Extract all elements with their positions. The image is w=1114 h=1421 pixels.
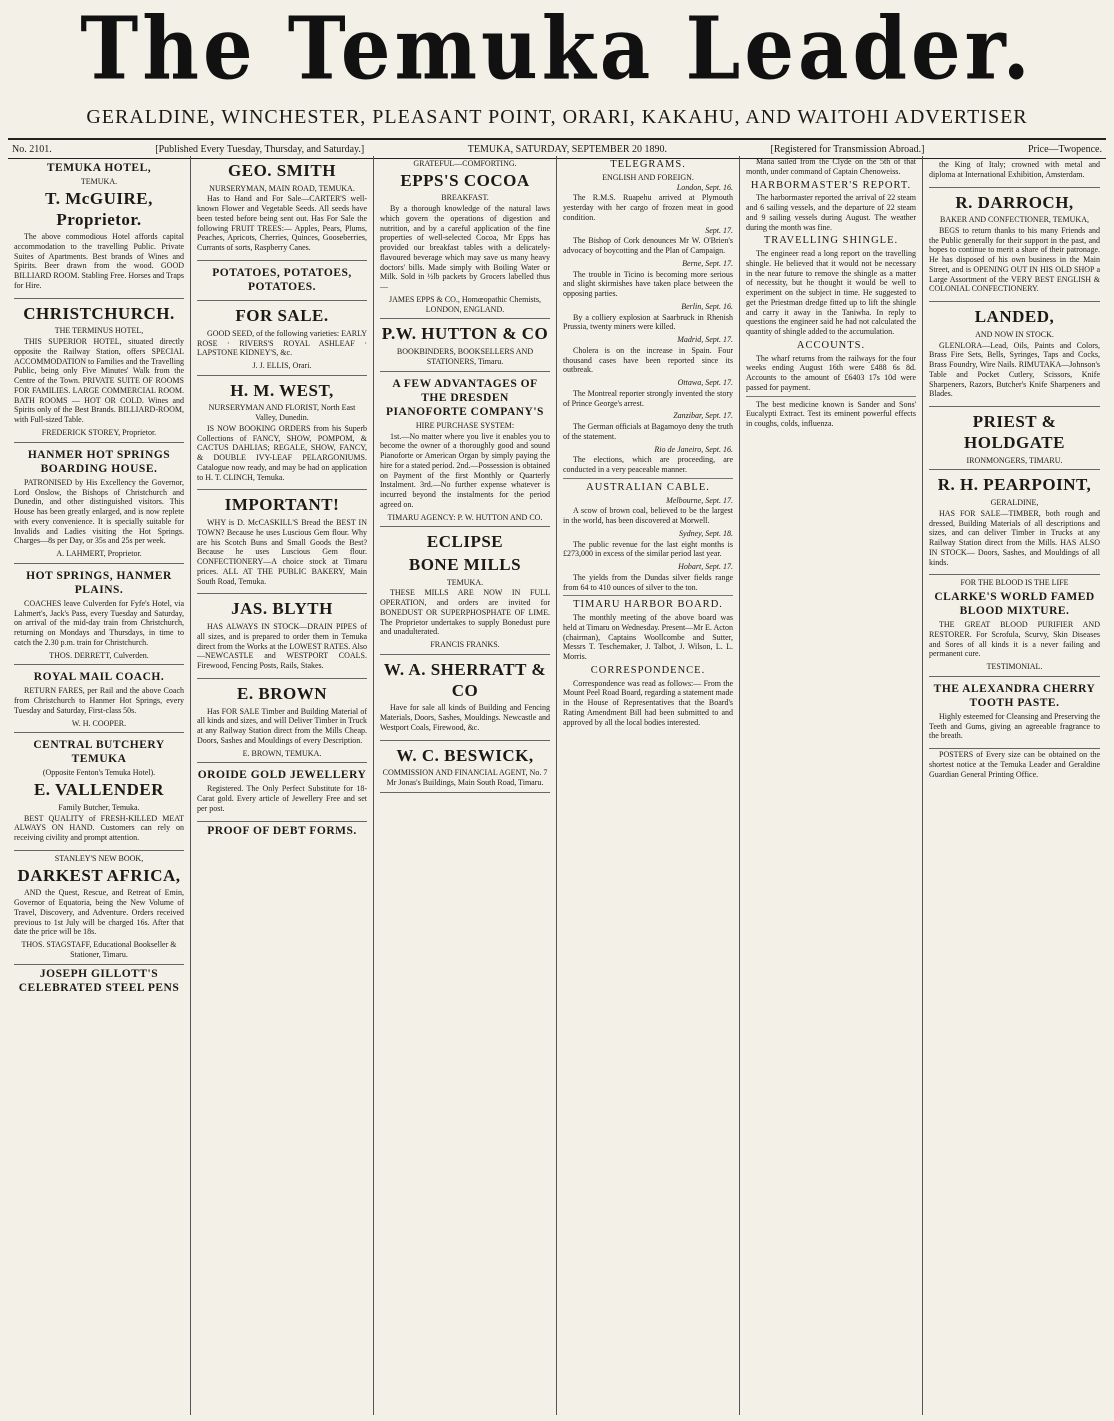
ad-subheading: BOOKBINDERS, BOOKSELLERS AND STATIONERS, Timaru. xyxy=(396,347,534,366)
section-heading: HARBORMASTER'S REPORT. xyxy=(750,179,912,191)
ad-heading: IMPORTANT! xyxy=(224,495,340,515)
section-heading: TELEGRAMS. xyxy=(610,159,686,170)
ad-posters: POSTERS of Every size can be obtained on the shortest notice at the Temuka Leader and Geraldine Guardian General Printing Office. xyxy=(929,750,1100,779)
ad-owner: THOS. DERRETT, Culverden. xyxy=(49,650,149,660)
column-4 xyxy=(557,156,740,1415)
ad-owner: J. J. ELLIS, Orari. xyxy=(252,361,312,370)
divider xyxy=(563,595,733,596)
ad-subheading: TEMUKA. xyxy=(80,177,118,187)
ad-heading: ECLIPSE xyxy=(426,532,504,552)
telegram-item xyxy=(563,259,733,299)
ad-heading: H. M. WEST, xyxy=(230,380,334,400)
ad-subheading: GERALDINE, xyxy=(990,498,1039,508)
telegram-date: Zanzibar, Sept. 17. xyxy=(673,411,733,421)
ad-e-brown xyxy=(197,679,367,763)
ad-heading: CENTRAL BUTCHERY TEMUKA xyxy=(33,739,165,766)
ad-dresden-piano xyxy=(380,372,550,528)
article-text: The engineer read a long report on the travelling shingle. He believed that it would not be necessary in the near future to remove the shingle as a matter of necessity, but he thought it would be well to experiment on the subject in time. He suggested to get the Priestman dredge fitted up to lift the shingle and carry it away in the Taniwha. In reply to questions the engineer said he had not calculated the quantity of shingle added to the accumulation. xyxy=(746,249,916,337)
ad-landed xyxy=(929,302,1100,407)
ad-subheading: COMMISSION AND FINANCIAL AGENT, No. 7 Mr Jonas's Buildings, Main South Road, Timaru. xyxy=(382,768,548,788)
telegram-text: The Montreal reporter strongly invented the story of Prince George's arrest. xyxy=(563,388,733,408)
telegram-date: Ottawa, Sept. 17. xyxy=(677,378,733,388)
section-heading: AUSTRALIAN CABLE. xyxy=(586,481,710,493)
ad-owner: JAMES EPPS & CO., Homœopathic Chemists, LONDON, ENGLAND. xyxy=(388,294,541,314)
section-subheading: ENGLISH AND FOREIGN. xyxy=(602,172,694,182)
telegram-text: The elections, which are proceeding, are conducted in a very peaceable manner. xyxy=(563,455,733,475)
telegram-date: Madrid, Sept. 17. xyxy=(677,335,733,345)
telegram-text: The R.M.S. Ruapehu arrived at Plymouth yesterday with her cargo of frozen meat in good condition. xyxy=(563,193,733,222)
column-6 xyxy=(923,156,1106,1415)
telegram-date: Sept. 17. xyxy=(705,225,733,235)
newspaper-subtitle: GERALDINE, WINCHESTER, PLEASANT POINT, ORARI, KAKAHU, AND WAITOHI ADVERTISER xyxy=(86,106,1028,128)
ad-for-sale xyxy=(197,301,367,376)
ad-owner: THOS. STAGSTAFF, Educational Bookseller & Stationer, Timaru. xyxy=(21,940,177,959)
telegram-text: The German officials at Bagamoyo deny the truth of the statement. xyxy=(563,422,733,441)
telegram-date: London, Sept. 16. xyxy=(676,182,733,192)
ad-owner: TIMARU AGENCY: P. W. HUTTON AND CO. xyxy=(387,512,543,522)
ad-owner: E. VALLENDER xyxy=(33,780,165,800)
ad-priest-holdgate xyxy=(929,407,1100,470)
issue-date: TEMUKA, SATURDAY, SEPTEMBER 20 1890. xyxy=(467,143,667,155)
telegram-item xyxy=(563,411,733,441)
telegram-item xyxy=(563,378,733,408)
ad-important xyxy=(197,490,367,594)
ad-body: The above commodious Hotel affords capital accommodation to the travelling Public. Private Suites of Apartments. Best brands of Wines and Spirits. Beer drawn from the wood. GOOD BILLIARD ROOM. Stabling Free. Horses and Traps for Hire. xyxy=(14,232,184,290)
ad-body: THESE MILLS ARE NOW IN FULL OPERATION, and orders are invited for BONEDUST OR SUPERPHOSPHATE OF LIME. The Proprietor undertakes to supply Bonedust pure and unadulterated. xyxy=(380,588,550,637)
telegram-text: The Bishop of Cork denounces Mr W. O'Brien's advocacy of boycotting and the Plan of Campaign. xyxy=(563,236,733,256)
ad-heading: HOT SPRINGS, HANMER PLAINS. xyxy=(26,569,172,596)
ad-heading: CHRISTCHURCH. xyxy=(23,303,175,323)
ad-body: PATRONISED by His Excellency the Governor, Lord Onslow, the Bishops of Christchurch and Dunedin, and other distinguished visitors. This House has been greatly enlarged, and is now replete with every convenience. It is specially suitable for Invalids and Ladies visiting the Hot Springs. Charges—8s per Day, or 35s and 25s per week. xyxy=(14,477,184,546)
ad-royal-mail xyxy=(14,665,184,733)
ad-body: THE GREAT BLOOD PURIFIER AND RESTORER. For Scrofula, Scurvy, Skin Diseases and Sores of all kinds it is a never failing and permanent cure. xyxy=(929,620,1100,659)
column-3 xyxy=(374,156,557,1415)
ad-cherry-paste xyxy=(929,677,1100,749)
column-1 xyxy=(8,156,191,1415)
ad-body: By a thorough knowledge of the natural laws which govern the operations of digestion and nutrition, and by a careful application of the fine properties of well-selected Cocoa, Mr Epps has provided our breakfast tables with a delicately-flavoured beverage which may save us many heavy doctors' bills. Made simply with Boiling Water or Milk. Sold in ½lb packets by Grocers labelled thus— xyxy=(380,204,550,292)
ad-subheading: HIRE PURCHASE SYSTEM: xyxy=(415,420,515,430)
ad-darroch xyxy=(929,188,1100,303)
telegram-item xyxy=(563,183,733,223)
ad-temuka-hotel xyxy=(14,156,184,299)
telegram-date: Berne, Sept. 17. xyxy=(682,258,733,268)
ad-heading: E. BROWN xyxy=(237,683,327,703)
registered-note: [Registered for Transmission Abroad.] xyxy=(770,143,925,155)
ad-owner: A. LAHMERT, Proprietor. xyxy=(56,549,142,558)
ad-subheading: STANLEY'S NEW BOOK, xyxy=(54,853,144,863)
ad-eclipse-bone-mills xyxy=(380,527,550,655)
ad-body: COACHES leave Culverden for Fyfe's Hotel, via Lahmert's, Jack's Pass, every Tuesday and Saturday, on arrival of the mid-day train from Christchurch, returning on Mondays and Thursdays, in time to catch the 2.30 p.m. train for Christchurch. xyxy=(14,598,184,647)
article-text: Correspondence was read as follows:— From the Mount Peel Road Board, regarding a statement made in the House of Representatives that the Board's Rating Amendment Bill had been submitted to and approved by all the local bodies interested. xyxy=(563,678,733,727)
published-note: [Published Every Tuesday, Thursday, and Saturday.] xyxy=(155,143,365,155)
ad-subheading: THE TERMINUS HOTEL, xyxy=(54,326,144,336)
section-heading: TIMARU HARBOR BOARD. xyxy=(573,599,723,611)
ad-pearpoint xyxy=(929,470,1100,575)
ad-central-butchery xyxy=(14,733,184,851)
ad-body: Has FOR SALE Timber and Building Material of all kinds and sizes, and will Deliver Timber in Truck at any Railway Station direct from the Mills Cheap. Doors, Sashes and Mouldings of every Description. xyxy=(197,706,367,745)
ad-heading: DARKEST AFRICA, xyxy=(17,865,181,885)
ad-beswick xyxy=(380,741,550,793)
ad-potatoes xyxy=(197,261,367,301)
ad-subheading: (Opposite Fenton's Temuka Hotel). xyxy=(42,768,156,778)
ad-body: IS NOW BOOKING ORDERS from his Superb Collections of FANCY, SHOW, POMPOM, & CACTUS DAHLIAS; REGALE, SHOW, FANCY, & DOUBLE IVY-LEAF PELARGONIUMS. Catalogue now ready, and may be had on application to H. T. CLINCH, Temuka. xyxy=(197,423,367,482)
cable-date: Sydney, Sept. 18. xyxy=(679,528,733,538)
ad-subheading: TESTIMONIAL. xyxy=(986,662,1043,672)
ad-heading: EPPS'S COCOA xyxy=(400,170,530,190)
cable-text: The public revenue for the last eight months is £273,000 in excess of the similar period last year. xyxy=(563,539,733,559)
ad-heading: P.W. HUTTON & CO xyxy=(381,324,549,344)
divider xyxy=(563,478,733,479)
cable-item xyxy=(563,562,733,592)
ad-owner: W. H. COOPER. xyxy=(71,718,127,728)
issue-price: Price—Twopence. xyxy=(1027,143,1102,155)
ad-christchurch xyxy=(14,299,184,443)
ad-sherratt xyxy=(380,655,550,741)
section-heading: CORRESPONDENCE. xyxy=(590,664,706,676)
ad-pw-hutton xyxy=(380,319,550,371)
ad-heading: GEO. SMITH xyxy=(228,161,336,180)
telegram-item xyxy=(563,226,733,256)
ad-subheading: BREAKFAST. xyxy=(441,193,489,203)
masthead xyxy=(0,0,1114,108)
divider xyxy=(746,396,916,397)
ad-subheading: BAKER AND CONFECTIONER, TEMUKA, xyxy=(940,215,1089,225)
telegram-item xyxy=(563,335,733,375)
telegram-item xyxy=(563,445,733,475)
ad-hot-springs xyxy=(14,564,184,666)
ad-body: Highly esteemed for Cleansing and Preserving the Teeth and Gums, giving an agreeable fragrance to the breath. xyxy=(929,711,1100,741)
ad-heading: R. H. PEARPOINT, xyxy=(937,475,1092,495)
ad-heading: FOR SALE. xyxy=(235,306,329,326)
ad-heading: OROIDE GOLD JEWELLERY xyxy=(197,769,367,782)
ad-heading: THE ALEXANDRA CHERRY TOOTH PASTE. xyxy=(933,682,1096,709)
ad-owner: T. McGUIRE, Proprietor. xyxy=(45,188,153,229)
columns xyxy=(8,156,1106,1415)
ad-body: WHY is D. McCASKILL'S Bread the BEST IN TOWN? Because he uses Luscious Gem flour. Why are his Scotch Buns and Small Goods the Best? Because he uses Luscious Gem flour. CONFECTIONERY—A choice stock at Timaru prices. ALL AT THE PUBLIC BAKERY, Main South Road, Temuka. xyxy=(197,518,367,586)
section-heading: ACCOUNTS. xyxy=(796,339,866,351)
ad-darkest-africa xyxy=(14,851,184,965)
ad-body: Have for sale all kinds of Building and Fencing Materials, Doors, Sashes, Mouldings. Newcastle and Westport Coals, Firewood, &c. xyxy=(380,703,550,732)
ad-subheading: NURSERYMAN AND FLORIST, North East Valley, Dunedin. xyxy=(208,403,356,423)
ad-heading: TEMUKA HOTEL, xyxy=(46,162,152,174)
ad-proof-forms: PROOF OF DEBT FORMS. xyxy=(207,824,357,837)
ad-body: AND the Quest, Rescue, and Retreat of Emin, Governor of Equatoria, being the New Volume of Travel, Discovery, and Adventure. Orders received previous to 1st July will be charged 16s. After that date the price will be 18s. xyxy=(14,888,184,937)
ad-body: the King of Italy; crowned with metal and diploma at International Exhibition, Amsterdam. xyxy=(929,160,1100,179)
cable-item xyxy=(563,496,733,526)
telegram-text: The trouble in Ticino is becoming more serious and slight skirmishes have taken place between the opposing parties. xyxy=(563,269,733,299)
article-text: The monthly meeting of the above board was held at Timaru on Wednesday. Present—Mr E. Acton (chairman), Captains Woollcombe and Sutter, Messrs T. Teschemaker, J. Talbot, J. Wilson, L. L. Morris. xyxy=(563,613,734,662)
ad-hm-west xyxy=(197,376,367,491)
ad-body: GOOD SEED, of the following varieties: EARLY ROSE · RIVERS'S ROYAL ASHLEAF · LAPSTONE KIDNEY'S, &c. xyxy=(197,328,367,358)
section-heading: TRAVELLING SHINGLE. xyxy=(763,235,899,247)
ad-heading: LANDED, xyxy=(974,307,1055,327)
ad-subheading: Family Butcher, Temuka. xyxy=(58,802,140,812)
ad-body: RETURN FARES, per Rail and the above Coach from Christchurch to Hanmer Hot Springs, every Tuesday and Saturday, First-class 50s. xyxy=(14,686,184,715)
ad-owner: FREDERICK STOREY, Proprietor. xyxy=(41,427,157,437)
column-2 xyxy=(191,156,374,1415)
newspaper-title: The Temuka Leader. xyxy=(80,0,1034,100)
ad-heading: W. A. SHERRATT & CO xyxy=(383,659,547,700)
ad-body: Registered. The Only Perfect Substitute for 18-Carat gold. Every article of Jewellery Free and set per post. xyxy=(197,784,367,813)
ad-heading: POTATOES, POTATOES, POTATOES. xyxy=(212,266,352,293)
telegram-date: Rio de Janeiro, Sept. 16. xyxy=(654,444,733,454)
ad-oroide xyxy=(197,763,367,821)
ad-heading: R. DARROCH, xyxy=(955,192,1074,212)
ad-heading: ROYAL MAIL COACH. xyxy=(33,671,165,684)
ad-gillott: JOSEPH GILLOTT'S CELEBRATED STEEL PENS xyxy=(18,967,180,994)
ad-heading: CLARKE'S WORLD FAMED BLOOD MIXTURE. xyxy=(934,591,1095,618)
cable-text: The yields from the Dundas silver fields range from 64 to 410 ounces of silver to the ton. xyxy=(563,572,733,592)
cable-item xyxy=(563,529,733,559)
ad-subheading: IRONMONGERS, TIMARU. xyxy=(966,455,1063,465)
cable-date: Melbourne, Sept. 17. xyxy=(666,495,733,505)
cable-text: A scow of brown coal, believed to be the largest in the world, has been discovered at Morwell. xyxy=(563,506,733,526)
ad-clarke-blood xyxy=(929,575,1100,677)
ad-epps-cocoa xyxy=(380,156,550,319)
ad-heading: JAS. BLYTH xyxy=(231,599,333,619)
ad-subheading: FOR THE BLOOD IS THE LIFE xyxy=(960,578,1069,588)
ad-body: 1st.—No matter where you live it enables you to become the owner of a thoroughly good and sound Pianoforte or American Organ by simply paying the hire for a stated period. 2nd.—Possession is obtained on Payment of the first Monthly or Quarterly Instalment. 3rd.—No further expense whatever is incurred beyond the instalments for the period agreed on. xyxy=(380,431,550,509)
ad-body: GLENLORA—Lead, Oils, Paints and Colors, Brass Fire Sets, Bells, Syringes, Taps and Cocks, Brass Foundry, Wire Nails. RIMUTAKA—Johnson's Table and Pocket Cutlery, Scissors, Knife Sharpeners, Razors, Butcher's Knife Sharpeners and Blades. xyxy=(929,340,1100,399)
telegram-text: Cholera is on the increase in Spain. Four thousand cases have been reported since its outbreak. xyxy=(563,345,733,375)
ad-hanmer-boarding xyxy=(14,443,184,564)
telegram-text: By a colliery explosion at Saarbruck in Rhenish Prussia, twenty miners were killed. xyxy=(563,312,733,332)
ad-body: THIS SUPERIOR HOTEL, situated directly opposite the Railway Station, offers SPECIAL ACCOMMODATION to Families and the Travelling Public, being only Five Minutes' Walk from the Centre of the Town. PRIVATE SUITE OF ROOMS FOR FAMILIES. LARGE COMMERCIAL ROOM. BATH ROOMS — HOT OR COLD. Wines and Spirits only of the Best Brands. BILLIARD-ROOM, with Full-sized Table. xyxy=(14,337,184,425)
ad-subheading: TEMUKA. xyxy=(446,577,484,587)
cable-date: Hobart, Sept. 17. xyxy=(678,562,733,572)
ad-body: BEST QUALITY of FRESH-KILLED MEAT ALWAYS ON HAND. Customers can rely on receiving civility and prompt attention. xyxy=(14,813,184,843)
ad-body: HAS ALWAYS IN STOCK—DRAIN PIPES of all sizes, and is prepared to order them in Temuka direct from the Works at the LOWEST RATES. Also—NEWCASTLE and WESTPORT COALS. Firewood, Fencing Posts, Rails, Stakes. xyxy=(197,622,367,671)
ad-owner: FRANCIS FRANKS. xyxy=(430,640,500,650)
ad-heading: A FEW ADVANTAGES OF THE DRESDEN PIANOFORTE COMPANY'S xyxy=(386,377,544,418)
issue-number: No. 2101. xyxy=(12,143,52,155)
article-text: The harbormaster reported the arrival of 22 steam and 6 sailing vessels, and the departure of 22 steam and 9 sailing vessels during August. The weather during the month was fine. xyxy=(746,193,916,232)
ad-heading-2: BONE MILLS xyxy=(408,555,522,574)
ad-body: Has to Hand and For Sale—CARTER'S well-known Flower and Vegetable Seeds. All seeds have been tested before being sent out. Has For Sale the following FRUIT TREES:— Apples, Pears, Plums, Peaches, Apricots, Cherries, Quinces, Gooseberries, Currants of sorts, Raspberry Canes. xyxy=(197,194,367,253)
article-text: The wharf returns from the railways for the four weeks ending August 16th were £488 6s 8d. Accounts to the amount of £6403 17s 10d were passed for payment. xyxy=(746,353,916,392)
ad-body: HAS FOR SALE—TIMBER, both rough and dressed, Building Materials of all descriptions and sizes, and can deliver Timber in Trucks at any Railway Station direct from the Mills. HAS ALSO IN STOCK— Doors, Sashes, and Mouldings of all kinds. xyxy=(929,508,1100,567)
ad-subheading: AND NOW IN STOCK. xyxy=(975,329,1054,339)
ad-geo-smith xyxy=(197,156,367,261)
ad-heading: PRIEST & HOLDGATE xyxy=(964,412,1065,452)
column-5 xyxy=(740,156,923,1415)
article-text: The best medicine known is Sander and Sons' Eucalypti Extract. Test its eminent powerful effects in coughs, colds, influenza. xyxy=(746,399,916,429)
ad-subheading: NURSERYMAN, MAIN ROAD, TEMUKA. xyxy=(209,183,355,193)
telegram-date: Berlin, Sept. 16. xyxy=(681,301,733,311)
ad-heading: W. C. BESWICK, xyxy=(396,745,534,765)
ad-subheading: GRATEFUL—COMFORTING. xyxy=(413,159,517,168)
ad-owner: E. BROWN, TEMUKA. xyxy=(242,748,322,758)
ad-jas-blyth xyxy=(197,594,367,678)
article-text: Mana sailed from the Clyde on the 5th of that month, under command of Captain Chenoweiss. xyxy=(746,157,916,176)
ad-fragment-top xyxy=(929,156,1100,188)
telegram-item xyxy=(563,302,733,332)
ad-body: BEGS to return thanks to his many Friends and the Public generally for their support in the past, and hopes to continue to merit a share of their patronage. He has disposed of his own business in the Main Street, and is OPENING OUT IN HIS OLD SHOP a Large Assortment of the VERY BEST ENGLISH & COLONIAL CONFECTIONERY. xyxy=(929,225,1100,294)
telegram-items xyxy=(563,183,733,475)
ad-heading: HANMER HOT SPRINGS BOARDING HOUSE. xyxy=(27,448,171,475)
